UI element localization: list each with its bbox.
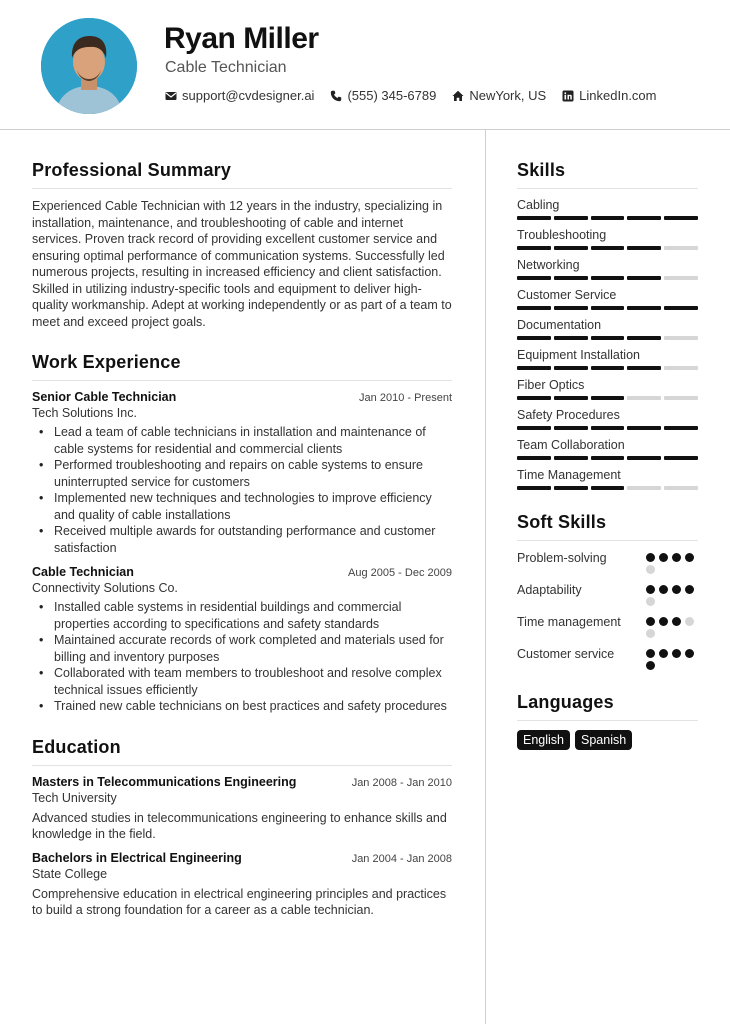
skill-level-bar [517,246,698,250]
skill-name: Troubleshooting [517,228,607,242]
skill-level-segment [627,366,661,370]
language-tag: English [517,730,570,750]
rating-dot [685,617,694,626]
skill-level-segment [517,426,551,430]
skill-level-segment [591,396,625,400]
skill-level-bar [517,276,698,280]
skill-level-segment [517,486,551,490]
degree-title: Bachelors in Electrical Engineering [32,850,242,865]
skill-level-segment [554,426,588,430]
skill-name: Documentation [517,318,602,332]
soft-skills-list [517,550,698,670]
school-name: State College [32,866,108,881]
skill-level-segment [627,276,661,280]
skill-item [517,228,698,250]
skill-level-segment [664,276,698,280]
summary-heading: Professional Summary [32,160,452,189]
skills-section [517,160,698,490]
language-tag: Spanish [575,730,632,750]
skill-level-bar [517,456,698,460]
skill-item [517,288,698,310]
skill-name: Equipment Installation [517,348,640,362]
rating-dot [659,585,668,594]
school-name: Tech University [32,790,117,805]
skill-item [517,408,698,430]
skill-name: Safety Procedures [517,408,620,422]
main-column [32,160,452,941]
job-date: Jan 2010 - Present [359,392,452,404]
skills-heading: Skills [517,160,698,189]
soft-skill-item [517,550,698,574]
soft-skills-heading: Soft Skills [517,512,698,541]
skill-level-segment [591,456,625,460]
rating-dot [659,553,668,562]
rating-dot [685,585,694,594]
skill-level-bar [517,486,698,490]
skill-item [517,438,698,460]
job-bullets [39,599,452,715]
skill-level-segment [627,246,661,250]
skill-level-bar [517,216,698,220]
skill-level-segment [517,246,551,250]
job-date: Aug 2005 - Dec 2009 [348,567,452,579]
education-heading: Education [32,737,452,766]
summary-text: Experienced Cable Technician with 12 years in the industry, specializing in installation, maintenance, and troubleshooting of cable and internet services. Proven track record of providing excellent customer service and ensuring optimal performance of communication systems. Successfully led numerous projects, resulting in increased efficiency and client satisfaction. Skilled in utilizing industry-specific tools and equipment to deliver high-quality workmanship. Adept at working independently or as part of a team to meet and exceed project goals. [32,199,452,329]
skill-level-segment [517,276,551,280]
skill-level-segment [517,396,551,400]
education-entry [32,775,452,843]
skill-level-segment [591,426,625,430]
soft-skill-name: Problem-solving [517,551,607,565]
skill-level-segment [627,456,661,460]
skill-level-segment [517,366,551,370]
rating-dot [659,649,668,658]
contact-linkedin[interactable] [562,88,656,103]
rating-dot [646,649,655,658]
skill-level-segment [627,486,661,490]
job-entry [32,390,452,556]
sidebar-column [517,160,698,772]
soft-skill-name: Customer service [517,647,615,661]
job-bullets [39,424,452,556]
skill-level-segment [627,216,661,220]
skill-level-segment [664,306,698,310]
languages-section [517,692,698,750]
column-divider [485,130,486,1024]
rating-dot [659,617,668,626]
skill-item [517,258,698,280]
skill-level-segment [517,336,551,340]
skill-name: Cabling [517,198,560,212]
skill-level-bar [517,306,698,310]
skill-level-segment [554,246,588,250]
rating-dot [672,585,681,594]
job-bullet: • Trained new cable technicians on best practices and safety procedures [39,698,452,715]
skill-level-segment [591,216,625,220]
languages-heading: Languages [517,692,698,721]
skill-item [517,198,698,220]
skill-level-segment [664,396,698,400]
skill-level-segment [554,366,588,370]
skill-level-segment [591,276,625,280]
skill-name: Team Collaboration [517,438,625,452]
skill-level-segment [554,276,588,280]
skill-level-bar [517,396,698,400]
rating-dot [646,617,655,626]
linkedin-icon [562,90,574,102]
avatar [41,18,137,114]
degree-title: Masters in Telecommunications Engineering [32,774,297,789]
skill-item [517,378,698,400]
skill-level-segment [554,486,588,490]
skill-item [517,318,698,340]
job-entry [32,565,452,715]
skill-level-segment [664,366,698,370]
skill-level-segment [554,336,588,340]
contact-location [452,88,546,103]
skill-level-segment [591,246,625,250]
contact-phone[interactable] [330,88,436,103]
rating-dot [672,649,681,658]
education-entry [32,851,452,919]
education-description: Advanced studies in telecommunications engineering to enhance skills and knowledge in the field. [32,810,447,841]
skill-level-segment [627,306,661,310]
job-bullet: • Lead a team of cable technicians in installation and maintenance of cable systems for residential and commercial clients [39,424,452,457]
job-bullet: • Performed troubleshooting and repairs on cable systems to ensure uninterrupted service for customers [39,457,452,490]
contact-linkedin-text: LinkedIn.com [579,88,657,103]
languages-list [517,730,698,750]
skills-list [517,198,698,490]
skill-item [517,348,698,370]
skill-level-bar [517,426,698,430]
contact-email[interactable] [165,88,314,103]
skill-level-segment [627,426,661,430]
skill-level-segment [591,366,625,370]
education-section [32,737,452,919]
soft-skill-rating [646,646,698,670]
skill-level-segment [664,486,698,490]
skill-name: Networking [517,258,580,272]
skill-level-segment [591,306,625,310]
soft-skill-rating [646,614,698,638]
rating-dot [672,553,681,562]
skill-level-segment [517,306,551,310]
soft-skill-name: Time management [517,615,621,629]
skill-level-segment [627,336,661,340]
rating-dot [646,661,655,670]
education-date: Jan 2008 - Jan 2010 [351,776,452,789]
skill-level-segment [664,216,698,220]
job-bullet: • Received multiple awards for outstanding performance and customer satisfaction [39,523,452,556]
skill-level-segment [554,216,588,220]
skill-name: Fiber Optics [517,378,585,392]
soft-skill-item [517,582,698,606]
rating-dot [646,585,655,594]
phone-icon [330,90,342,102]
skill-level-segment [664,246,698,250]
skill-name: Time Management [517,468,621,482]
skill-level-segment [517,456,551,460]
job-bullet: • Collaborated with team members to troubleshoot and resolve complex technical issues efficiently [39,665,452,698]
job-title: Senior Cable Technician [32,390,177,404]
soft-skill-rating [646,582,698,606]
job-company: Tech Solutions Inc. [32,406,137,420]
soft-skill-item [517,614,698,638]
skill-level-segment [591,486,625,490]
skill-level-segment [517,216,551,220]
job-company: Connectivity Solutions Co. [32,581,178,595]
experience-section [32,352,452,715]
skill-level-segment [627,396,661,400]
contact-phone-text: (555) 345-6789 [347,88,437,103]
rating-dot [685,553,694,562]
envelope-icon [165,90,177,102]
contact-location-text: NewYork, US [469,88,547,103]
education-date: Jan 2004 - Jan 2008 [351,852,452,865]
skill-item [517,468,698,490]
skill-level-segment [591,336,625,340]
skill-level-bar [517,336,698,340]
skill-level-bar [517,366,698,370]
education-description: Comprehensive education in electrical engineering principles and practices to build a strong foundation for a career as a cable technician. [32,886,447,917]
rating-dot [646,553,655,562]
soft-skills-section [517,512,698,670]
skill-level-segment [554,456,588,460]
summary-section [32,160,452,330]
skill-level-segment [554,396,588,400]
rating-dot [685,649,694,658]
soft-skill-name: Adaptability [517,583,582,597]
rating-dot [646,629,655,638]
soft-skill-rating [646,550,698,574]
candidate-name: Ryan Miller [164,22,319,55]
rating-dot [672,617,681,626]
job-bullet: • Implemented new techniques and technologies to improve efficiency and quality of cable installations [39,490,452,523]
job-title: Cable Technician [32,565,134,579]
experience-heading: Work Experience [32,352,452,381]
job-bullet: • Maintained accurate records of work completed and materials used for billing and inventory purposes [39,632,452,665]
resume-header [0,0,730,130]
contact-email-text: support@cvdesigner.ai [182,88,315,103]
skill-level-segment [554,306,588,310]
soft-skill-item [517,646,698,670]
skill-name: Customer Service [517,288,617,302]
rating-dot [646,565,655,574]
skill-level-segment [664,426,698,430]
job-bullet: • Installed cable systems in residential buildings and commercial properties according to specifications and safety standards [39,599,452,632]
home-icon [452,90,464,102]
skill-level-segment [664,336,698,340]
contact-list [165,88,673,103]
rating-dot [646,597,655,606]
candidate-title: Cable Technician [165,59,287,76]
skill-level-segment [664,456,698,460]
